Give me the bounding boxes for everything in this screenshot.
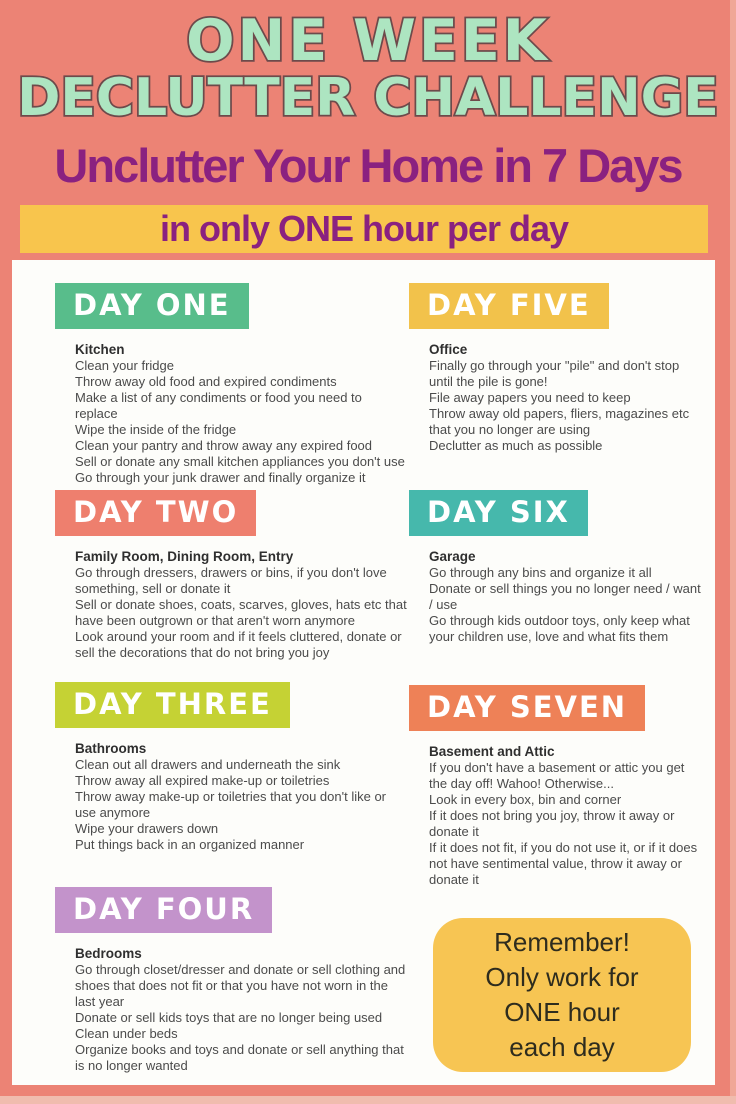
task-item: Finally go through your "pile" and don't stop until the pile is gone!	[429, 358, 680, 389]
column-right	[407, 283, 715, 1085]
task-item: Wipe the inside of the fridge	[75, 422, 237, 437]
column-left	[55, 283, 407, 1085]
task-item: If you don't have a basement or attic you get the day off! Wahoo! Otherwise...	[429, 760, 685, 791]
task-item: Go through your junk drawer and finally organize it	[75, 470, 366, 485]
day-section	[409, 490, 701, 685]
day-area-title: Kitchen	[75, 342, 125, 357]
task-item: Clean your pantry and throw away any expired food	[75, 438, 373, 453]
task-item: File away papers you need to keep	[429, 390, 631, 405]
day-area-title: Family Room, Dining Room, Entry	[75, 549, 294, 564]
task-item: Throw away old papers, fliers, magazines etc that you no longer are using	[429, 406, 690, 437]
day-header	[409, 283, 609, 329]
day-section	[409, 283, 701, 490]
scan-edge-right	[730, 0, 736, 1104]
day-task-list	[75, 565, 407, 661]
banner-strip	[20, 205, 708, 253]
content-panel	[12, 260, 715, 1085]
day-label: DAY TWO	[73, 495, 239, 529]
poster-subtitle: Unclutter Your Home in 7 Days	[54, 139, 682, 192]
day-task-list	[75, 358, 407, 486]
day-body	[55, 341, 407, 486]
task-item: Throw away old food and expired condiments	[75, 374, 337, 389]
day-section	[55, 283, 407, 490]
day-task-list	[429, 358, 701, 454]
day-label: DAY THREE	[73, 687, 272, 721]
task-item: Declutter as much as possible	[429, 438, 603, 453]
reminder-line: Only work for	[485, 962, 639, 992]
column-right-slots	[409, 283, 701, 912]
day-body	[409, 743, 701, 888]
task-item: Look around your room and if it feels cluttered, donate or sell the decorations that do not bring you joy	[75, 629, 402, 660]
day-area-title: Office	[429, 342, 468, 357]
task-item: Clean out all drawers and underneath the sink	[75, 757, 341, 772]
task-item: Put things back in an organized manner	[75, 837, 305, 852]
task-item: Throw away make-up or toiletries that you don't like or use anymore	[75, 789, 387, 820]
day-label: DAY FIVE	[427, 288, 591, 322]
banner-text: in only ONE hour per day	[159, 208, 569, 249]
day-body	[55, 548, 407, 661]
day-body	[55, 945, 407, 1074]
day-section	[55, 490, 407, 682]
day-area-title: Basement and Attic	[429, 744, 555, 759]
reminder-box	[433, 918, 691, 1072]
day-section	[55, 887, 407, 1074]
day-area-title: Garage	[429, 549, 476, 564]
day-label: DAY SIX	[427, 495, 570, 529]
task-item: Go through kids outdoor toys, only keep what your children use, love and what fits them	[429, 613, 690, 644]
reminder-line: each day	[509, 1032, 615, 1062]
day-task-list	[75, 962, 407, 1074]
task-item: Look in every box, bin and corner	[429, 792, 622, 807]
day-header	[55, 887, 272, 933]
task-item: Donate or sell kids toys that are no longer being used	[75, 1010, 383, 1025]
poster-title-line1: ONE WEEK	[186, 8, 550, 74]
task-item: Wipe your drawers down	[75, 821, 219, 836]
day-header	[55, 682, 290, 728]
day-section	[409, 685, 701, 912]
reminder-line: ONE hour	[504, 997, 620, 1027]
day-task-list	[429, 565, 701, 645]
task-item: If it does not bring you joy, throw it away or donate it	[429, 808, 675, 839]
day-header	[409, 490, 588, 536]
task-item: Make a list of any condiments or food you need to replace	[75, 390, 362, 421]
day-header	[55, 490, 256, 536]
day-section	[55, 682, 407, 887]
day-area-title: Bathrooms	[75, 741, 147, 756]
task-item: If it does not fit, if you do not use it, or if it does not have sentimental value, throw it away or donate it	[429, 840, 698, 887]
day-body	[55, 740, 407, 853]
task-item: Go through closet/dresser and donate or sell clothing and shoes that does not fit or that you have not worn in the last year	[75, 962, 406, 1009]
day-task-list	[429, 760, 701, 888]
task-item: Sell or donate shoes, coats, scarves, gloves, hats etc that have been outgrown or that aren't worn anymore	[75, 597, 407, 628]
poster-title-line2: DECLUTTER CHALLENGE	[17, 68, 719, 128]
day-label: DAY SEVEN	[427, 690, 628, 724]
task-item: Throw away all expired make-up or toiletries	[75, 773, 330, 788]
day-label: DAY FOUR	[73, 892, 255, 926]
task-item: Sell or donate any small kitchen appliances you don't use	[75, 454, 405, 469]
task-item: Donate or sell things you no longer need / want / use	[429, 581, 701, 612]
scan-edge-bottom	[0, 1096, 736, 1104]
day-header	[55, 283, 249, 329]
day-label: DAY ONE	[73, 288, 231, 322]
task-item: Go through dressers, drawers or bins, if you don't love something, sell or donate it	[75, 565, 387, 596]
reminder-line: Remember!	[494, 927, 630, 957]
day-task-list	[75, 757, 407, 853]
task-item: Clean your fridge	[75, 358, 174, 373]
task-item: Clean under beds	[75, 1026, 178, 1041]
day-header	[409, 685, 645, 731]
task-item: Organize books and toys and donate or sell anything that is no longer wanted	[75, 1042, 404, 1073]
task-item: Go through any bins and organize it all	[429, 565, 652, 580]
day-body	[409, 548, 701, 645]
day-body	[409, 341, 701, 454]
day-area-title: Bedrooms	[75, 946, 142, 961]
